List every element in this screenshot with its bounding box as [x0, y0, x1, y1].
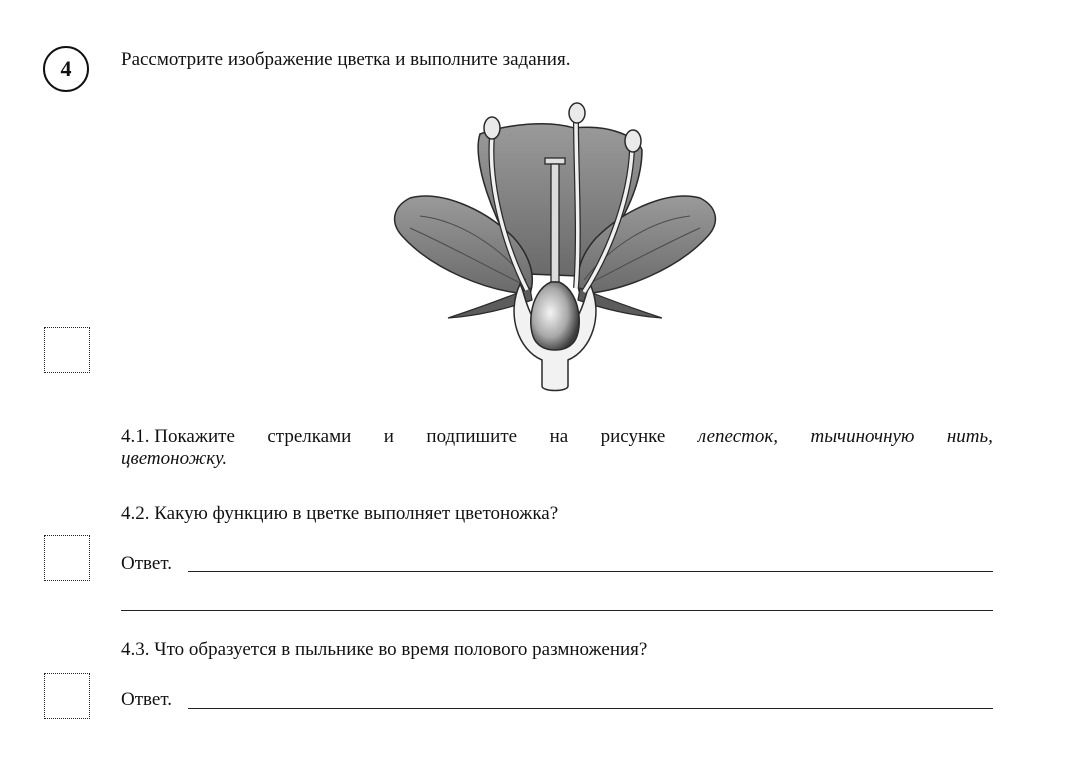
anther-left: [484, 117, 500, 139]
q41-term: лепесток,: [697, 426, 778, 447]
q41-word: рисунке: [600, 426, 666, 447]
question-4-1: [121, 426, 993, 470]
q41-term: нить,: [946, 426, 993, 447]
question-4-2: 4.2. Какую функцию в цветке выполняет цветоножка?: [121, 503, 559, 524]
anther-right: [625, 130, 641, 152]
answer-line-4-3[interactable]: [188, 708, 993, 709]
q41-word: и: [383, 426, 394, 447]
task-number-badge: [43, 46, 89, 92]
stigma: [545, 158, 565, 164]
anther-middle: [569, 103, 585, 123]
task-instruction: Рассмотрите изображение цветка и выполните задания.: [121, 49, 571, 70]
flower-illustration: [380, 98, 730, 394]
ovary: [531, 282, 579, 350]
score-box-4-1[interactable]: [44, 327, 90, 373]
q41-word: стрелками: [267, 426, 352, 447]
q41-word: подпишите: [426, 426, 518, 447]
q41-term: цветоножку.: [121, 448, 228, 469]
answer-label-4-2: Ответ.: [121, 553, 172, 574]
style: [551, 164, 559, 282]
score-box-4-2[interactable]: [44, 535, 90, 581]
q41-word: 4.1. Покажите: [121, 426, 235, 447]
score-box-4-3[interactable]: [44, 673, 90, 719]
answer-label-4-3: Ответ.: [121, 689, 172, 710]
q41-term: тычиночную: [810, 426, 915, 447]
q41-word: на: [549, 426, 569, 447]
answer-line-4-2[interactable]: [188, 571, 993, 572]
answer-line-4-2-extra[interactable]: [121, 610, 993, 611]
question-4-3: 4.3. Что образуется в пыльнике во время полового размножения?: [121, 639, 648, 660]
task-number: 4: [60, 56, 72, 81]
